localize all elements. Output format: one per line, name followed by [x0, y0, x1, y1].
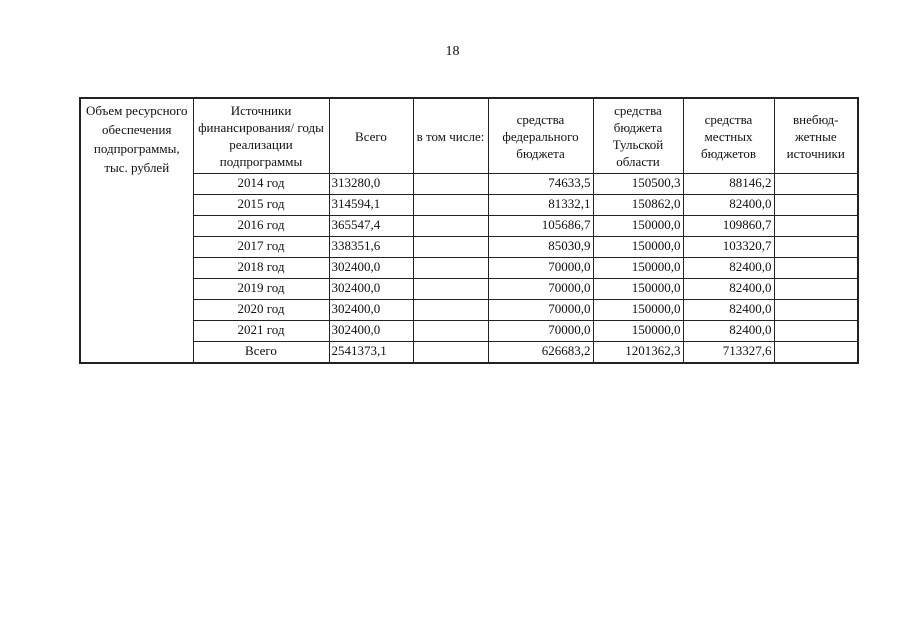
total-cell: 302400,0	[329, 300, 413, 321]
year-cell: 2015 год	[193, 195, 329, 216]
total-cell: 2541373,1	[329, 342, 413, 364]
year-cell: 2019 год	[193, 279, 329, 300]
federal-cell: 70000,0	[488, 258, 593, 279]
table-row	[80, 321, 858, 342]
year-cell: 2020 год	[193, 300, 329, 321]
total-cell: 302400,0	[329, 258, 413, 279]
header-regional-budget: средства бюджета Тульской области	[593, 98, 683, 174]
federal-cell: 85030,9	[488, 237, 593, 258]
including-cell	[413, 342, 488, 364]
off-budget-cell	[774, 342, 858, 364]
off-budget-cell	[774, 258, 858, 279]
header-including: в том числе:	[413, 98, 488, 174]
header-off-budget: внебюд-жетные источники	[774, 98, 858, 174]
year-cell: 2021 год	[193, 321, 329, 342]
regional-cell: 150000,0	[593, 258, 683, 279]
federal-cell: 626683,2	[488, 342, 593, 364]
regional-cell: 150000,0	[593, 237, 683, 258]
including-cell	[413, 321, 488, 342]
table-row	[80, 258, 858, 279]
total-cell: 302400,0	[329, 279, 413, 300]
table-row	[80, 300, 858, 321]
year-cell: Всего	[193, 342, 329, 364]
regional-cell: 150000,0	[593, 321, 683, 342]
table-row	[80, 216, 858, 237]
federal-cell: 70000,0	[488, 321, 593, 342]
regional-cell: 150862,0	[593, 195, 683, 216]
total-cell: 314594,1	[329, 195, 413, 216]
federal-cell: 81332,1	[488, 195, 593, 216]
local-cell: 103320,7	[683, 237, 774, 258]
federal-cell: 74633,5	[488, 174, 593, 195]
including-cell	[413, 279, 488, 300]
table-row	[80, 174, 858, 195]
table-row	[80, 237, 858, 258]
local-cell: 82400,0	[683, 279, 774, 300]
year-cell: 2014 год	[193, 174, 329, 195]
federal-cell: 70000,0	[488, 300, 593, 321]
off-budget-cell	[774, 174, 858, 195]
local-cell: 82400,0	[683, 195, 774, 216]
total-cell: 365547,4	[329, 216, 413, 237]
including-cell	[413, 237, 488, 258]
federal-cell: 70000,0	[488, 279, 593, 300]
local-cell: 713327,6	[683, 342, 774, 364]
off-budget-cell	[774, 216, 858, 237]
total-cell: 302400,0	[329, 321, 413, 342]
page-number: 18	[445, 44, 460, 59]
table-header-row	[80, 98, 858, 174]
year-cell: 2017 год	[193, 237, 329, 258]
local-cell: 109860,7	[683, 216, 774, 237]
total-cell: 313280,0	[329, 174, 413, 195]
off-budget-cell	[774, 300, 858, 321]
regional-cell: 150000,0	[593, 279, 683, 300]
local-cell: 88146,2	[683, 174, 774, 195]
regional-cell: 150500,3	[593, 174, 683, 195]
table-row	[80, 279, 858, 300]
including-cell	[413, 174, 488, 195]
regional-cell: 1201362,3	[593, 342, 683, 364]
including-cell	[413, 195, 488, 216]
off-budget-cell	[774, 279, 858, 300]
header-total: Всего	[329, 98, 413, 174]
header-local-budgets: средства местных бюджетов	[683, 98, 774, 174]
including-cell	[413, 300, 488, 321]
off-budget-cell	[774, 237, 858, 258]
resource-volume-label: Объем ресурсного обеспечения подпрограммы, тыс. рублей	[80, 98, 193, 363]
funding-table	[79, 97, 859, 364]
year-cell: 2016 год	[193, 216, 329, 237]
year-cell: 2018 год	[193, 258, 329, 279]
including-cell	[413, 216, 488, 237]
local-cell: 82400,0	[683, 300, 774, 321]
federal-cell: 105686,7	[488, 216, 593, 237]
regional-cell: 150000,0	[593, 300, 683, 321]
off-budget-cell	[774, 195, 858, 216]
local-cell: 82400,0	[683, 258, 774, 279]
table-total-row	[80, 342, 858, 364]
total-cell: 338351,6	[329, 237, 413, 258]
including-cell	[413, 258, 488, 279]
table-row	[80, 195, 858, 216]
off-budget-cell	[774, 321, 858, 342]
local-cell: 82400,0	[683, 321, 774, 342]
header-federal-budget: средства федерального бюджета	[488, 98, 593, 174]
regional-cell: 150000,0	[593, 216, 683, 237]
header-sources: Источники финансирования/ годы реализации подпрограммы	[193, 98, 329, 174]
